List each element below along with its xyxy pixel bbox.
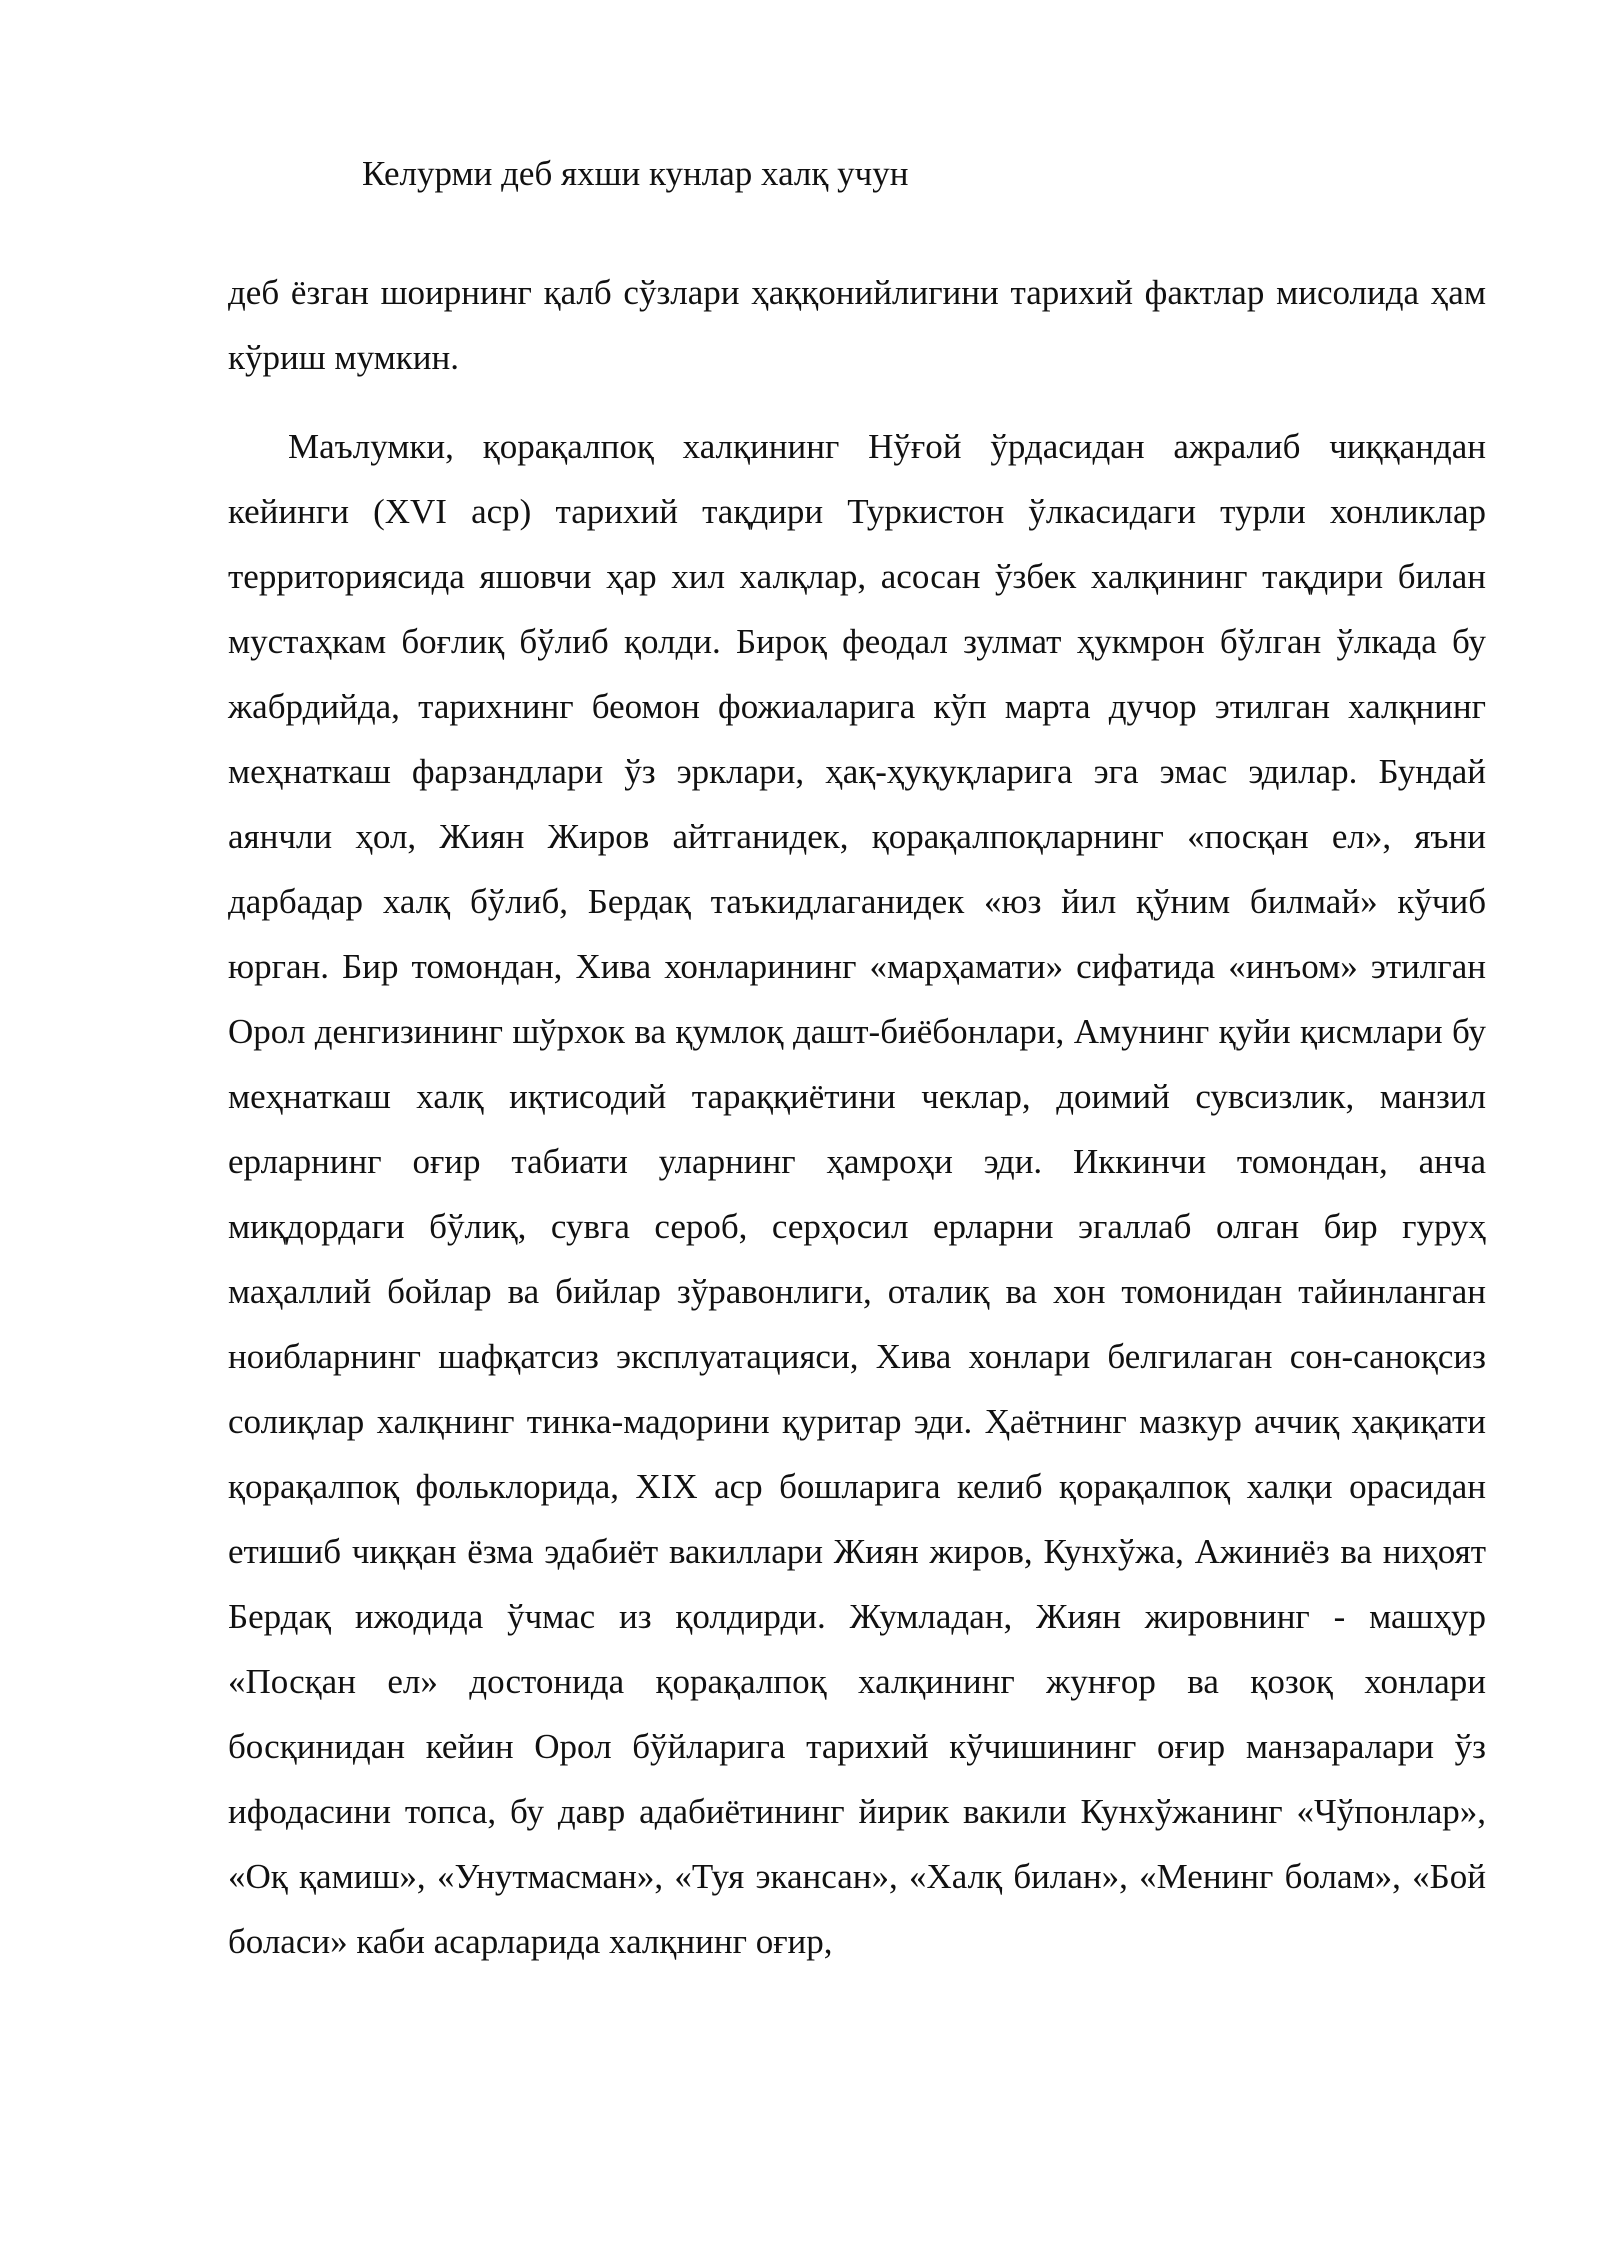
verse-line: Келурми деб яхши кунлар халқ учун [362,154,909,193]
intro-paragraph: деб ёзган шоирнинг қалб сўзлари ҳаққонийлигини тарихий фактлар мисолида ҳам кўриш мумкин. [228,273,1486,377]
main-paragraph: Маълумки, қорақалпоқ халқининг Нўғой ўрдасидан ажралиб чиққандан кейинги (XVI аср) тарихий тақдири Туркистон ўлкасидаги турли хонликлар территориясида яшовчи ҳар хил халқлар, асосан ўзбек халқининг тақдири билан мустаҳкам боғлиқ бўлиб қолди. Бироқ феодал зулмат ҳукмрон бўлган ўлкада бу жабрдийда, тарихнинг беомон фожиаларига кўп марта дучор этилган халқнинг меҳнаткаш фарзандлари ўз эрклари, ҳақ-ҳуқуқларига эга эмас эдилар. Бундай аянчли ҳол, Жиян Жиров айтганидек, қорақалпоқларнинг «посқан ел», яъни дарбадар халқ бўлиб, Бердақ таъкидлаганидек «юз йил қўним билмай» кўчиб юрган. Бир томондан, Хива хонларининг «марҳамати» сифатида «инъом» этилган Орол денгизининг шўрхок ва қумлоқ дашт-биёбонлари, Амунинг қуйи қисмлари бу меҳнаткаш халқ иқтисодий тараққиётини чеклар, доимий сувсизлик, манзил ерларнинг оғир табиати уларнинг ҳамроҳи эди. Иккинчи томондан, анча миқдордаги бўлиқ, сувга сероб, серҳосил ерларни эгаллаб олган бир гуруҳ маҳаллий бойлар ва бийлар зўравонлиги, оталиқ ва хон томонидан тайинланган ноибларнинг шафқатсиз эксплуатацияси, Хива хонлари белгилаган сон-саноқсиз солиқлар халқнинг тинка-мадорини қуритар эди. Ҳаётнинг мазкур аччиқ ҳақиқати қорақалпоқ фольклорида, XIX аср бошларига келиб қорақалпоқ халқи орасидан етишиб чиққан ёзма эдабиёт вакиллари Жиян жиров, Кунхўжа, Ажиниёз ва ниҳоят Бердақ ижодида ўчмас из қолдирди. Жумладан, Жиян жировнинг - машҳур «Посқан ел» достонида қорақалпоқ халқининг жунғор ва қозоқ хонлари босқинидан кейин Орол бўйларига тарихий кўчишининг оғир манзаралари ўз ифодасини топса, бу давр адабиётининг йирик вакили Кунхўжанинг «Чўпонлар», «Оқ қамиш», «Унутмасман», «Туя экансан», «Халқ билан», «Менинг болам», «Бой боласи» каби асарларида халқнинг оғир, [228,427,1486,1961]
